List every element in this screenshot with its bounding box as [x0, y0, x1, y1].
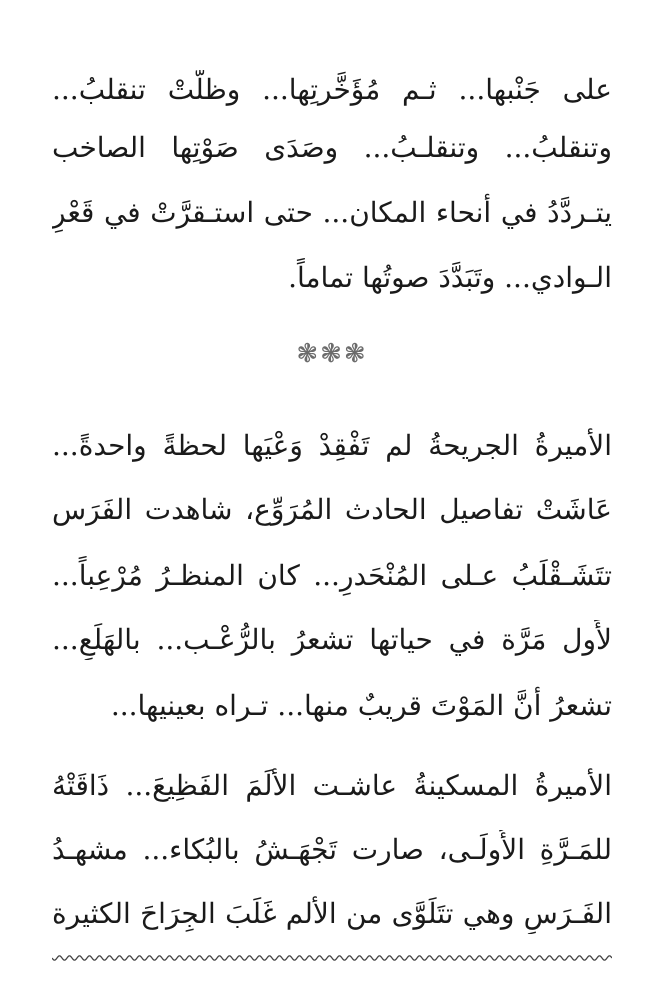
- wavy-line-icon: [52, 952, 612, 964]
- section-separator: ❃❃❃: [296, 339, 368, 369]
- text-line: عَاشَتْ تفاصيل الحادث المُرَوِّع، شاهدت الفَرَس: [52, 493, 612, 526]
- text-line: الـوادي... وتَبَدَّدَ صوتُها تماماً.: [288, 261, 612, 294]
- book-page: [52, 0, 612, 1000]
- text-line: الفَـرَسِ وهي تتَلَوَّى من الألم غَلَبَ الجِرَاحَ الكثيرة: [52, 897, 612, 930]
- wavy-divider: [52, 952, 612, 964]
- text-line: تتَشَـقْلَبُ عـلى المُنْحَدرِ... كان المنظـرُ مُرْعِباً...: [52, 559, 612, 592]
- text-line: تشعرُ أنَّ المَوْتَ قريبٌ منها... تـراه بعينيها...: [110, 689, 612, 722]
- text-line: للمَـرَّةِ الأُولَـى، صارت تَجْهَـشُ بالبُكاء... مشهـدُ: [52, 833, 612, 866]
- text-line: الأميرةُ الجريحةُ لم تَفْقِدْ وَعْيَها لحظةً واحدةً...: [52, 429, 612, 462]
- text-line: يتـردَّدُ في أنحاء المكان... حتى استـقرَّتْ في قَعْرِ: [52, 196, 612, 229]
- text-line: الأميرةُ المسكينةُ عاشـت الألَمَ الفَظِيعَ... ذَاقَتْهُ: [52, 769, 612, 802]
- text-line: على جَنْبها... ثـم مُؤَخَّرتِها... وظلَّتْ تنقلبُ...: [52, 73, 612, 106]
- text-line: لأَول مَرَّة في حياتها تشعرُ بالرُّعْـب... بالهَلَعِ...: [52, 623, 612, 656]
- text-line: وتنقلبُ... وتنقلـبُ... وصَدَى صَوْتِها الصاخب: [52, 131, 612, 164]
